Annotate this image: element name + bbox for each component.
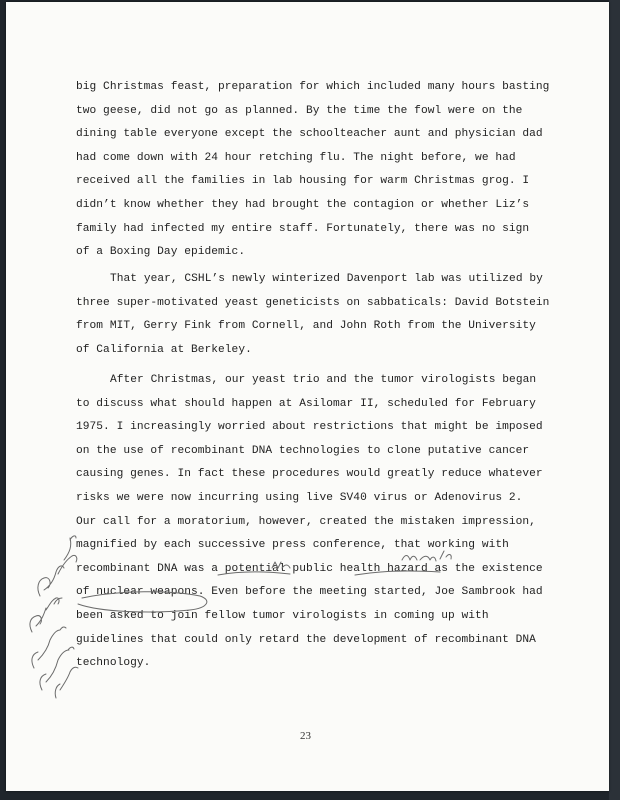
text-line: three super-motivated yeast geneticists on sabbaticals: David Botstein bbox=[76, 296, 550, 309]
text-line: technology. bbox=[76, 657, 151, 670]
text-line: two geese, did not go as planned. By the time the fowl were on the bbox=[76, 104, 523, 117]
text-line: of California at Berkeley. bbox=[76, 343, 252, 356]
text-line: family had infected my entire staff. Fortunately, there was no sign bbox=[76, 222, 530, 235]
text-line: After Christmas, our yeast trio and the tumor virologists began bbox=[110, 374, 537, 386]
text-line: magnified by each successive press conference, that working with bbox=[76, 539, 509, 552]
text-line: 1975. I increasingly worried about restrictions that might be imposed bbox=[76, 421, 543, 434]
text-line: That year, CSHL’s newly winterized Davenport lab was utilized by bbox=[110, 273, 543, 285]
text-line: recombinant DNA was a potential public health hazard as the existence bbox=[76, 562, 543, 575]
text-line: to discuss what should happen at Asilomar II, scheduled for February bbox=[76, 397, 536, 410]
text-line: big Christmas feast, preparation for which included many hours basting bbox=[76, 81, 550, 93]
text-line: had come down with 24 hour retching flu. The night before, we had bbox=[76, 151, 516, 164]
text-line: on the use of recombinant DNA technologies to clone putative cancer bbox=[76, 444, 530, 457]
text-line: guidelines that could only retard the development of recombinant DNA bbox=[76, 633, 536, 646]
text-line: received all the families in lab housing for warm Christmas grog. I bbox=[76, 175, 530, 188]
text-line: from MIT, Gerry Fink from Cornell, and John Roth from the University bbox=[76, 320, 536, 333]
text-line: Our call for a moratorium, however, created the mistaken impression, bbox=[76, 515, 536, 528]
text-line: causing genes. In fact these procedures would greatly reduce whatever bbox=[76, 468, 543, 481]
text-line: dining table everyone except the schoolteacher aunt and physician dad bbox=[76, 128, 543, 141]
page-number: 23 bbox=[300, 730, 311, 742]
text-line: of nuclear weapons. Even before the meeting started, Joe Sambrook had bbox=[76, 586, 543, 599]
text-line: didn’t know whether they had brought the contagion or whether Liz’s bbox=[76, 198, 530, 211]
text-line: risks we were now incurring using live SV40 virus or Adenovirus 2. bbox=[76, 491, 523, 504]
text-line: been asked to join fellow tumor virologists in coming up with bbox=[76, 609, 489, 622]
text-line: of a Boxing Day epidemic. bbox=[76, 246, 246, 259]
